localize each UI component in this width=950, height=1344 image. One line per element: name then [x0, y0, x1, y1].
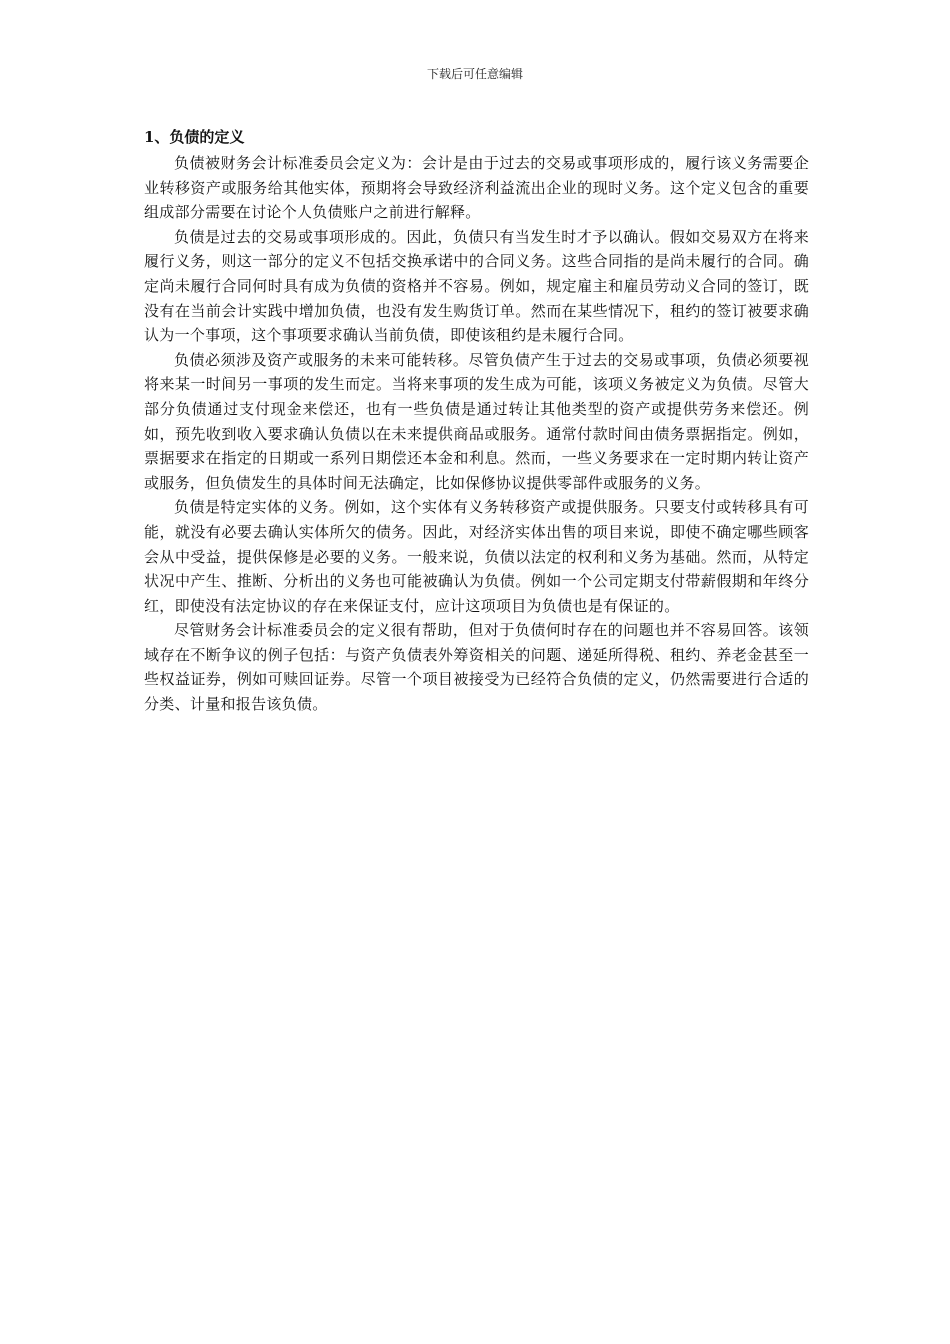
paragraph-4: 负债是特定实体的义务。例如，这个实体有义务转移资产或提供服务。只要支付或转移具有可能，就没有必要去确认实体所欠的债务。因此，对经济实体出售的项目来说，即使不确定哪些顾客会从中受益，提供保修是必要的义务。一般来说，负债以法定的权利和义务为基础。然而，从特定状况中产生、推断、分析出的义务也可能被确认为负债。例如一个公司定期支付带薪假期和年终分红，即使没有法定协议的存在来保证支付，应计这项项目为负债也是有保证的。 — [144, 498, 809, 615]
page-header: 下载后可任意编辑 — [426, 67, 523, 81]
paragraph-5: 尽管财务会计标准委员会的定义很有帮助，但对于负债何时存在的问题也并不容易回答。该领域存在不断争议的例子包括：与资产负债表外筹资相关的问题、递延所得税、租约、养老金甚至一些权益证券，例如可赎回证券。尽管一个项目被接受为已经符合负债的定义，仍然需要进行合适的分类、计量和报告该负债。 — [144, 621, 809, 714]
paragraph-2: 负债是过去的交易或事项形成的。因此，负债只有当发生时才予以确认。假如交易双方在将来履行义务，则这一部分的定义不包括交换承诺中的合同义务。这些合同指的是尚未履行的合同。确定尚未履行合同何时具有成为负债的资格并不容易。例如，规定雇主和雇员劳动义合同的签订，既没有在当前会计实践中增加负债，也没有发生购货订单。然而在某些情况下，租约的签订被要求确认为一个事项，这个事项要求确认当前负债，即使该租约是未履行合同。 — [144, 227, 809, 345]
paragraph-1: 负债被财务会计标准委员会定义为：会计是由于过去的交易或事项形成的，履行该义务需要企业转移资产或服务给其他实体，预期将会导致经济利益流出企业的现时义务。这个定义包含的重要组成部分需要在讨论个人负债账户之前进行解释。 — [144, 154, 809, 222]
paragraph-3: 负债必须涉及资产或服务的未来可能转移。尽管负债产生于过去的交易或事项，负债必须要视将来某一时间另一事项的发生而定。当将来事项的发生成为可能，该项义务被定义为负债。尽管大部分负债通过支付现金来偿还，也有一些负债是通过转让其他类型的资产或提供劳务来偿还。例如，预先收到收入要求确认负债以在未来提供商品或服务。通常付款时间由债务票据指定。例如，票据要求在指定的日期或一系列日期偿还本金和利息。然而，一些义务要求在一定时期内转让资产或服务，但负债发生的具体时间无法确定，比如保修协议提供零部件或服务的义务。 — [144, 350, 809, 492]
document-body — [144, 126, 809, 717]
section-title: 1、负债的定义 — [144, 128, 245, 146]
